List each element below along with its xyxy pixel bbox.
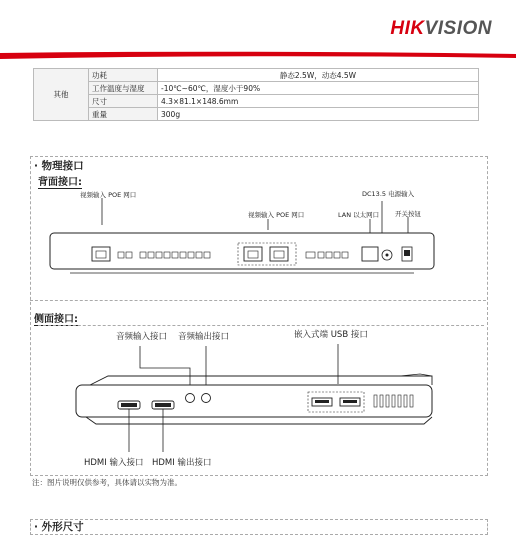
spec-key: 尺寸 — [89, 95, 158, 108]
side-section-box — [38, 325, 484, 326]
spec-value: 4.3×81.1×148.6mm — [158, 95, 479, 108]
side-divider — [30, 300, 486, 301]
side-interface-title: 侧面接口: — [34, 310, 78, 326]
spec-key: 工作温度与湿度 — [89, 82, 158, 95]
label-lan: LAN 以太网口 — [338, 211, 380, 219]
table-row — [34, 95, 479, 108]
spec-table — [33, 68, 479, 121]
back-panel-drawing — [40, 195, 480, 285]
label-poe-mid: 视频输入 POE 网口 — [248, 211, 305, 219]
label-audio-in: 音频输入接口 — [116, 332, 168, 342]
dimension-section-box — [30, 519, 488, 535]
hikvision-logo — [390, 18, 492, 40]
label-dc: DC13.5 电源输入 — [362, 190, 415, 198]
group-cell: 其他 — [34, 69, 89, 121]
dimension-title-text: 外形尺寸 — [41, 521, 84, 533]
table-row — [34, 82, 479, 95]
spec-value: -10℃~60℃，湿度小于90% — [158, 82, 479, 95]
physical-title-text: 物理接口 — [41, 160, 84, 172]
back-interface-title: 背面接口: — [38, 173, 82, 189]
physical-section-title: · 物理接口 — [34, 160, 84, 172]
label-switch: 开关按钮 — [395, 210, 421, 218]
header-red-bar — [0, 50, 516, 60]
table-row — [34, 69, 479, 82]
label-usb: 嵌入式端 USB 接口 — [294, 330, 368, 340]
label-hdmi-out: HDMI 输出接口 — [152, 458, 212, 468]
logo-part-hik: HIK — [390, 18, 425, 39]
label-poe-left: 视频输入 POE 网口 — [80, 191, 137, 199]
dimension-section-title: · 外形尺寸 — [34, 521, 84, 533]
spec-key: 功耗 — [89, 69, 158, 82]
side-panel-drawing — [40, 340, 480, 455]
table-row — [34, 108, 479, 121]
disclaimer-note: 注：图片说明仅供参考，具体请以实物为准。 — [32, 478, 182, 487]
logo-part-vision: VISION — [424, 18, 492, 39]
label-audio-out: 音频输出接口 — [178, 332, 230, 342]
label-hdmi-in: HDMI 输入接口 — [84, 458, 144, 468]
spec-value: 300g — [158, 108, 479, 121]
spec-key: 重量 — [89, 108, 158, 121]
spec-value: 静态2.5W，动态4.5W — [158, 69, 479, 82]
